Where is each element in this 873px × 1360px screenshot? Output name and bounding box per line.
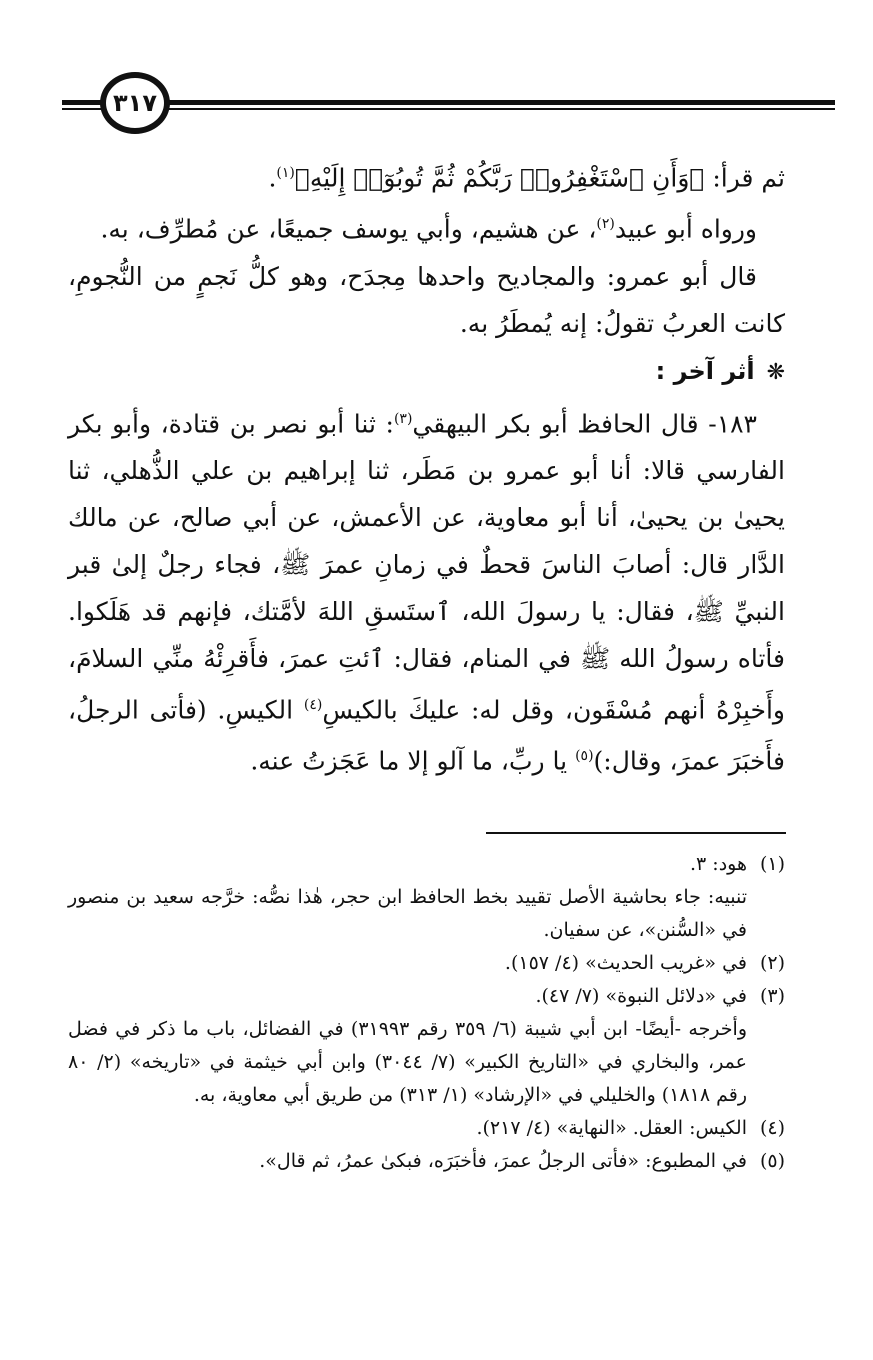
quran-verse: ثم قرأ: ﴿وَأَنِ ٱسْتَغْفِرُوا۟ رَبَّكُمْ ثُمَّ تُوبُوٓا۟ إِلَيْهِ﴾ — [294, 163, 785, 193]
footnote-text: في «دلائل النبوة» (٧/ ٤٧). — [535, 985, 747, 1007]
text-run: يا ربِّ، ما آلو إلا ما عَجَزتُ عنه. — [250, 746, 576, 776]
heading-text: أثر آخر : — [655, 356, 755, 385]
section-heading — [68, 347, 785, 396]
footnote — [68, 848, 785, 881]
header-rule — [150, 100, 835, 105]
footnote-number: (١) — [759, 853, 785, 875]
paragraph — [68, 396, 785, 785]
footnote-ref: (٣) — [393, 410, 413, 427]
footnote-ref: (١) — [276, 165, 295, 181]
text-run: ورواه أبو عبيد — [614, 214, 757, 244]
main-text — [68, 150, 785, 785]
footnote — [68, 947, 785, 980]
footnote-ref: (٥) — [575, 748, 594, 765]
footnote — [68, 1145, 785, 1178]
footnote-number: (٣) — [759, 985, 785, 1007]
footnote-ref: (٤) — [303, 696, 323, 713]
punctuation: . — [268, 163, 277, 193]
footnote-text: في «غريب الحديث» (٤/ ١٥٧). — [504, 952, 747, 974]
footnote-number: (٢) — [759, 952, 785, 974]
footnotes — [68, 848, 785, 1178]
header-rule — [62, 100, 102, 105]
footnote-note: وأخرجه -أيضًا- ابن أبي شيبة (٦/ ٣٥٩ رقم ٣١٩٩٣) في الفضائل، باب ما ذكر في فضل عمر، والبخاري في «التاريخ الكبير» (٧/ ٣٠٤٤) وابن أبي خيثمة في «تاريخه» (٢/ ٨٠ رقم ١٨١٨) والخليلي في «الإرشاد» (١/ ٣١٣) من طريق أبي معاوية، به. — [68, 1018, 747, 1106]
footnote-number: (٥) — [759, 1150, 785, 1172]
star-icon: ❋ — [766, 359, 785, 385]
footnote-ref: (٢) — [596, 216, 615, 233]
footnote-text: الكيس: العقل. «النهاية» (٤/ ٢١٧). — [476, 1117, 747, 1139]
footnote-text: هود: ٣. — [689, 853, 747, 875]
page-header — [0, 68, 873, 140]
footnote — [68, 1112, 785, 1145]
paragraph — [68, 150, 785, 201]
footnote-text: في المطبوع: «فأتى الرجلُ عمرَ، فأخبَرَه، فبكىٰ عمرُ، ثم قال». — [259, 1150, 747, 1172]
paragraph: قال أبو عمرو: والمجاديح واحدها مِجدَح، وهو كلُّ نَجمٍ من النُّجومِ، كانت العربُ تقولُ: إنه يُمطَرُ به. — [68, 261, 785, 338]
header-rule-thin — [150, 108, 835, 110]
footnote — [68, 980, 785, 1013]
text-run: ١٨٣- قال الحافظ أبو بكر البيهقي — [412, 408, 757, 438]
text-run: ، عن هشيم، وأبي يوسف جميعًا، عن مُطرِّف، به. — [100, 214, 597, 244]
header-rule-thin — [62, 108, 102, 110]
footnote-number: (٤) — [759, 1117, 785, 1139]
text-run: : ثنا أبو نصر بن قتادة، وأبو بكر الفارسي قالا: أنا أبو عمرو بن مَطَر، ثنا إبراهيم بن علي الذُّهلي، ثنا يحيىٰ بن يحيىٰ، أنا أبو معاوية، عن الأعمش، عن أبي صالح، عن مالك الدَّار قال: أصابَ الناسَ قحطٌ في زمانِ عمرَ ﷺ، فجاء رجلٌ إلىٰ قبر النبيِّ ﷺ، فقال: يا رسولَ الله، ٱستَسقِ اللهَ لأمَّتك، فإنهم قد هَلَكوا. فأتاه رسولُ الله ﷺ في المنام، فقال: ٱئتِ عمرَ، فأَقرِئْهُ منِّي السلامَ، وأَخبِرْهُ أنهم مُسْقَون، وقل له: عليكَ بالكيسِ — [68, 408, 785, 725]
footnote-note: تنبيه: جاء بحاشية الأصل تقييد بخط الحافظ ابن حجر، هٰذا نصُّه: خرَّجه سعيد بن منصور في «السُّنن»، عن سفيان. — [68, 886, 747, 941]
paragraph — [68, 201, 785, 252]
footnote-divider — [486, 832, 786, 834]
page-number: ٣١٧ — [100, 72, 170, 134]
text-run: الكيسِ. (فأتى الرجلُ، فأَخبَرَ عمرَ، وقال:) — [68, 695, 785, 776]
